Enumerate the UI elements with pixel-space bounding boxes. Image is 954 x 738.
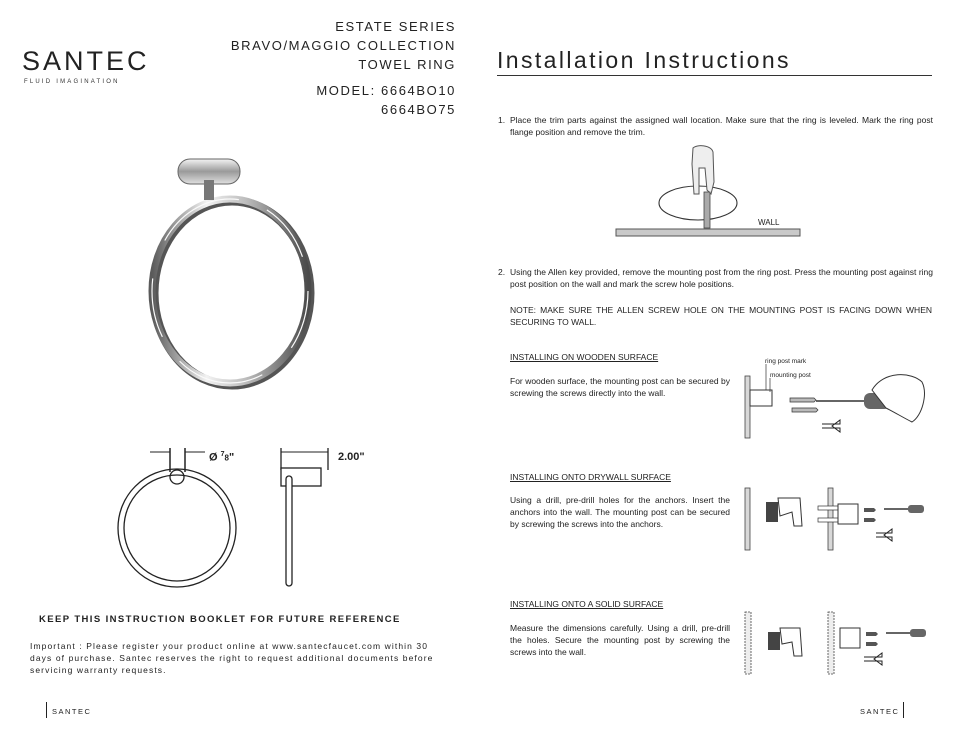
brand-logo: SANTEC: [22, 46, 150, 76]
solid-wall-2: [828, 612, 834, 674]
section-drywall-title: INSTALLING ONTO DRYWALL SURFACE: [510, 472, 671, 482]
dimension-drawing: [110, 440, 370, 600]
figure-drywall-install: [744, 486, 934, 556]
model-line-1: MODEL: 6664BO10: [316, 83, 456, 98]
towel-ring-photo: [140, 150, 320, 400]
section-drywall-text: Using a drill, pre-drill holes for the anchors. Insert the anchors into the wall. The mounting post can be secured by screwing the screws into the anchors.: [510, 495, 730, 529]
solid-post-2: [840, 628, 860, 648]
brand-tagline: FLUID IMAGINATION: [24, 79, 120, 85]
drywall-screw-1: [864, 508, 876, 512]
diameter-unit: ": [228, 451, 235, 464]
ring-post-mark-label: ring post mark: [765, 358, 807, 365]
series-line-1: ESTATE SERIES: [335, 19, 456, 34]
step-1: [498, 114, 933, 138]
step-2-number: 2.: [498, 267, 506, 277]
important-notice: Important : Please register your product online at www.santecfaucet.com within 30 days of purchase. Santec reserves the right to request additional documents before servicing warranty requests.: [30, 641, 434, 675]
keep-notice: KEEP THIS INSTRUCTION BOOKLET FOR FUTURE REFERENCE: [39, 614, 401, 625]
step-1-number: 1.: [498, 115, 506, 125]
mounting-post-label: mounting post: [770, 372, 811, 379]
wall-bar: [616, 229, 800, 236]
solid-ring-post-1: [780, 628, 802, 656]
model-line-2: 6664BO75: [381, 102, 456, 117]
step-1-text: Place the trim parts against the assigned wall location. Make sure that the ring is leveled. Mark the ring post flange position and remove the trim.: [510, 115, 933, 137]
wood-wall: [745, 376, 750, 438]
solid-driver-handle: [910, 629, 926, 637]
title-rule: [497, 75, 932, 76]
drywall-post-2: [838, 504, 858, 524]
solid-wall-1: [745, 612, 751, 674]
wood-screw: [790, 398, 816, 402]
wall-label: WALL: [758, 218, 780, 227]
ring-post-outline: [170, 470, 184, 484]
page-title: Installation Instructions: [497, 47, 791, 73]
diameter-den: 8: [224, 453, 229, 463]
drywall-ring-post-1: [778, 498, 802, 526]
section-solid-title: INSTALLING ONTO A SOLID SURFACE: [510, 599, 664, 609]
solid-arrow: [864, 653, 882, 665]
step-2: [498, 266, 933, 290]
wood-screw-2: [792, 408, 818, 412]
diameter-symbol: Ø: [209, 451, 218, 464]
solid-post-1: [768, 632, 780, 650]
drywall-screw-2: [864, 518, 876, 522]
drywall-anchor-2: [818, 518, 838, 522]
drywall-anchor-1: [818, 506, 838, 510]
note-text: NOTE: MAKE SURE THE ALLEN SCREW HOLE ON THE MOUNTING POST IS FACING DOWN WHEN SECURING TO WALL.: [510, 305, 932, 327]
figure-solid-install: [744, 610, 934, 676]
series-line-3: TOWEL RING: [358, 57, 456, 72]
ring: [152, 199, 308, 383]
solid-screw-1: [866, 632, 878, 636]
section-solid-text: Measure the dimensions carefully. Using a drill, pre-drill the holes. Secure the mounting post by screwing the screws into the wall.: [510, 623, 730, 657]
diameter-label: [209, 451, 234, 464]
solid-screw-2: [866, 642, 878, 646]
section-wooden-title: INSTALLING ON WOODEN SURFACE: [510, 352, 659, 362]
drywall-wall-1: [745, 488, 750, 550]
depth-label: 2.00": [338, 451, 365, 463]
wood-arrow: [822, 420, 840, 432]
side-view-ring: [286, 476, 292, 586]
hand-sketch: [692, 146, 714, 194]
footer-right-rule: [903, 702, 904, 718]
diameter-num: 7: [220, 451, 225, 458]
section-wooden-text: For wooden surface, the mounting post can be secured by screwing the screws directly into the wall.: [510, 376, 730, 398]
ring-outline-outer: [118, 469, 236, 587]
ring-outline-inner: [124, 475, 230, 581]
footer-left-rule: [46, 702, 47, 718]
post-sketch: [704, 192, 710, 228]
hand-icon: [872, 375, 924, 422]
wood-mounting-post: [750, 390, 772, 406]
drywall-post-1: [766, 502, 778, 522]
drywall-driver-handle: [908, 505, 924, 513]
footer-right-brand: SANTEC: [860, 707, 900, 716]
step-2-text: Using the Allen key provided, remove the mounting post from the ring post. Press the mounting post against ring post position on the wall and mark the screw hole positions.: [510, 267, 933, 289]
footer-left-brand: SANTEC: [52, 707, 92, 716]
drywall-arrow: [876, 529, 892, 541]
post-stem-photo: [204, 180, 214, 200]
series-line-2: BRAVO/MAGGIO COLLECTION: [230, 38, 456, 53]
